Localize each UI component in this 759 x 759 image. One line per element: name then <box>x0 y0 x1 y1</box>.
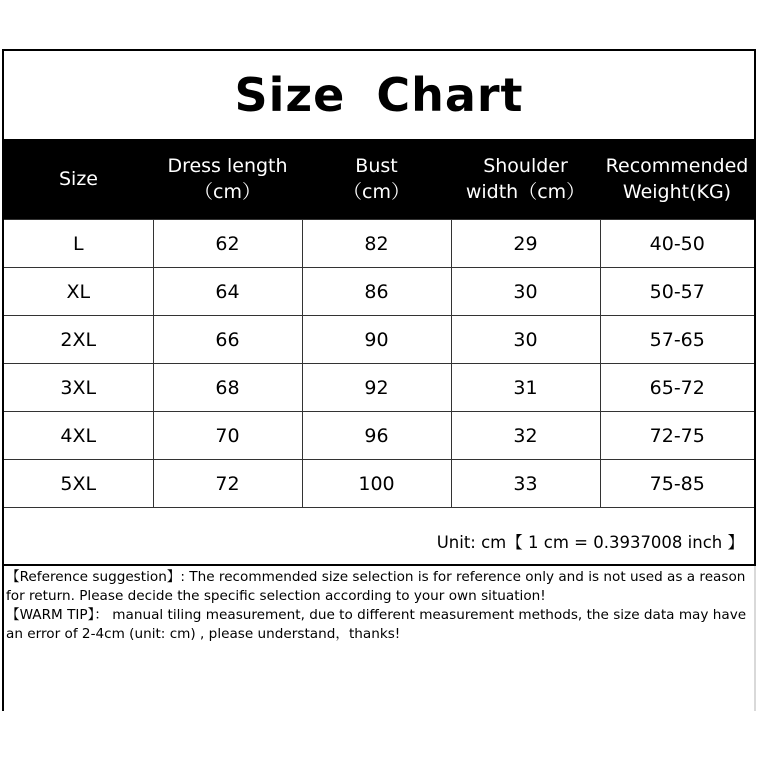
table-row <box>4 460 754 508</box>
cell-shoulder-width: 33 <box>451 460 600 508</box>
table-row <box>4 412 754 460</box>
table-row <box>4 316 754 364</box>
cell-size: 2XL <box>4 316 153 364</box>
cell-shoulder-width: 29 <box>451 220 600 268</box>
header-recommended-weight: Recommended Weight(KG) <box>600 139 754 220</box>
table-row <box>4 220 754 268</box>
cell-bust: 90 <box>302 316 451 364</box>
header-shoulder-width: Shoulder width（cm） <box>451 139 600 220</box>
cell-shoulder-width: 32 <box>451 412 600 460</box>
cell-weight: 57-65 <box>600 316 754 364</box>
cell-size: L <box>4 220 153 268</box>
cell-dress-length: 68 <box>153 364 302 412</box>
cell-size: 4XL <box>4 412 153 460</box>
cell-weight: 40-50 <box>600 220 754 268</box>
size-table <box>4 139 754 508</box>
cell-bust: 82 <box>302 220 451 268</box>
size-chart <box>2 49 756 566</box>
header-bust: Bust （cm） <box>302 139 451 220</box>
cell-bust: 86 <box>302 268 451 316</box>
header-size: Size <box>4 139 153 220</box>
header-dress-length: Dress length （cm） <box>153 139 302 220</box>
notes-section <box>6 568 754 644</box>
cell-shoulder-width: 31 <box>451 364 600 412</box>
cell-shoulder-width: 30 <box>451 316 600 364</box>
chart-title: Size Chart <box>234 68 524 122</box>
cell-weight: 65-72 <box>600 364 754 412</box>
header-row <box>4 139 754 220</box>
cell-shoulder-width: 30 <box>451 268 600 316</box>
cell-bust: 92 <box>302 364 451 412</box>
cell-dress-length: 72 <box>153 460 302 508</box>
cell-weight: 75-85 <box>600 460 754 508</box>
table-row <box>4 268 754 316</box>
cell-weight: 50-57 <box>600 268 754 316</box>
cell-size: 3XL <box>4 364 153 412</box>
unit-conversion-note: Unit: cm【 1 cm = 0.3937008 inch 】 <box>436 533 744 552</box>
cell-dress-length: 66 <box>153 316 302 364</box>
cell-size: XL <box>4 268 153 316</box>
cell-dress-length: 62 <box>153 220 302 268</box>
cell-dress-length: 70 <box>153 412 302 460</box>
table-row <box>4 364 754 412</box>
reference-suggestion-text: 【Reference suggestion】: The recommended size selection is for reference only and is not used as a reason for return. Please decide the specific selection according to your own situation! <box>6 569 746 604</box>
cell-size: 5XL <box>4 460 153 508</box>
warm-tip-text: 【WARM TIP】： manual tiling measurement, due to different measurement methods, the size data may have an error of 2-4cm (unit: cm) , please understand，thanks! <box>6 607 747 642</box>
cell-bust: 96 <box>302 412 451 460</box>
cell-weight: 72-75 <box>600 412 754 460</box>
cell-dress-length: 64 <box>153 268 302 316</box>
cell-bust: 100 <box>302 460 451 508</box>
